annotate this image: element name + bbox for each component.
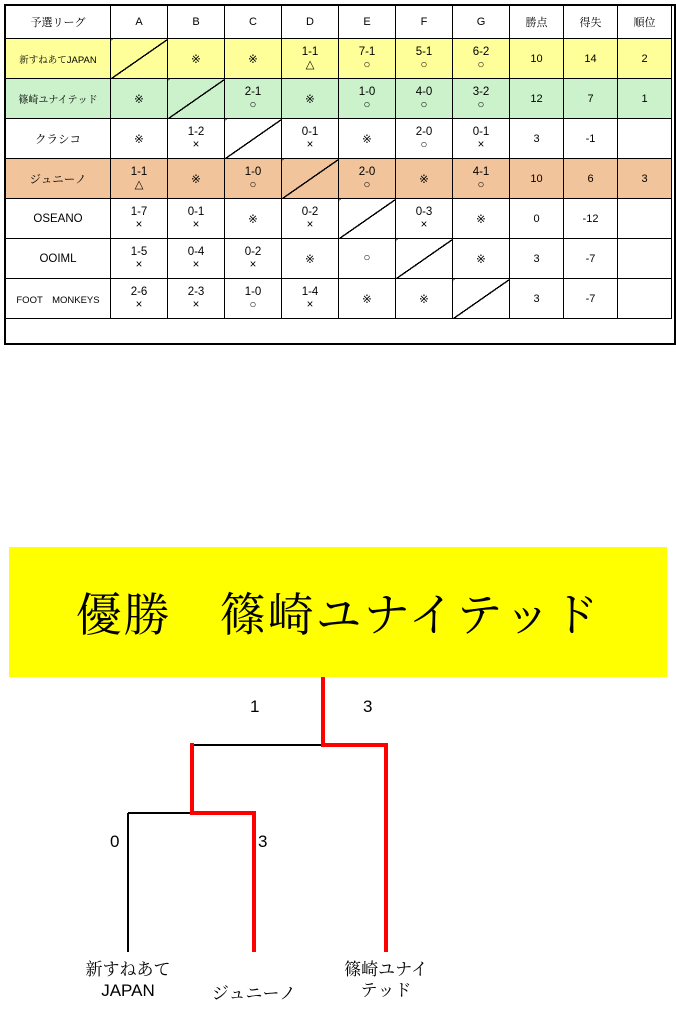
match-score-value: 1-0: [358, 86, 376, 99]
match-result-symbol: ×: [306, 138, 314, 151]
match-result-symbol: ×: [192, 298, 200, 311]
diagonal-cell: [396, 239, 453, 279]
no-match-cell: [339, 119, 396, 159]
match-score-value: 6-2: [472, 46, 490, 59]
no-match-cell: [396, 159, 453, 199]
table-row: [6, 199, 672, 239]
match-score-value: 0-2: [301, 206, 319, 219]
team-name-label: OSEANO: [33, 212, 83, 225]
header-col-a: A: [111, 6, 168, 39]
no-match-mark: ※: [305, 93, 315, 106]
no-match-mark: ※: [248, 213, 258, 226]
header-team: 予選リーグ: [6, 6, 111, 39]
match-score: [111, 166, 167, 190]
match-result-symbol: ×: [192, 218, 200, 231]
diagonal-cell: [111, 39, 168, 79]
no-match-mark: ※: [134, 93, 144, 106]
match-score-value: 0-1: [301, 126, 319, 139]
match-result-symbol: ○: [249, 178, 257, 191]
league-table-container: [5, 5, 672, 319]
match-result-symbol: ○: [249, 298, 257, 311]
match-result-symbol: ○: [477, 58, 485, 71]
match-score-value: 1-0: [244, 286, 262, 299]
team-name-cell: [6, 279, 111, 319]
no-match-cell: [282, 239, 339, 279]
match-result-cell: [282, 279, 339, 319]
semi-left-score: 0: [110, 832, 120, 851]
match-score-value: 2-6: [130, 286, 148, 299]
header-gd: 得失: [564, 6, 618, 39]
goal-difference-cell: 6: [564, 159, 618, 199]
match-result-cell: [339, 79, 396, 119]
match-result-symbol: ×: [135, 258, 143, 271]
match-score: [111, 286, 167, 310]
header-col-f: F: [396, 6, 453, 39]
match-score: [282, 286, 338, 310]
match-result-symbol: ○: [363, 178, 371, 191]
match-score: [339, 166, 395, 190]
match-score: [282, 46, 338, 70]
diagonal-cell: [339, 199, 396, 239]
match-result-symbol: ○: [363, 98, 371, 111]
match-result-cell: [111, 199, 168, 239]
match-result-symbol: ×: [477, 138, 485, 151]
match-result-symbol: ○: [477, 178, 485, 191]
no-match-cell: [225, 39, 282, 79]
match-result-cell: [168, 239, 225, 279]
bracket-team-right-line2: テッド: [360, 981, 412, 1001]
team-name-cell: [6, 239, 111, 279]
no-match-cell: [111, 79, 168, 119]
match-result-cell: [396, 79, 453, 119]
team-name-cell: [6, 159, 111, 199]
team-name-cell: [6, 39, 111, 79]
match-score-value: 0-1: [187, 206, 205, 219]
match-result-symbol: ×: [192, 258, 200, 271]
no-match-mark: ※: [419, 293, 429, 306]
team-name-cell: [6, 199, 111, 239]
match-result-cell: [453, 119, 510, 159]
no-match-cell: [111, 119, 168, 159]
no-match-cell: [168, 39, 225, 79]
match-result-cell: [339, 239, 396, 279]
match-score-value: 2-1: [244, 86, 262, 99]
match-result-cell: [282, 39, 339, 79]
match-result-symbol: ○: [363, 252, 371, 265]
match-score-value: 0-4: [187, 246, 205, 259]
match-result-cell: [225, 159, 282, 199]
match-score: [225, 246, 281, 270]
no-match-cell: [453, 199, 510, 239]
match-result-cell: [396, 119, 453, 159]
no-match-mark: ※: [191, 53, 201, 66]
match-result-cell: [339, 39, 396, 79]
rank-cell: [618, 279, 672, 319]
bracket-team-right: [316, 959, 456, 1002]
match-score-value: 2-0: [415, 126, 433, 139]
goal-difference-cell: 7: [564, 79, 618, 119]
match-score-value: 4-1: [472, 166, 490, 179]
table-row: [6, 119, 672, 159]
rank-cell: [618, 119, 672, 159]
table-row: [6, 279, 672, 319]
match-result-symbol: ×: [135, 298, 143, 311]
match-result-symbol: ×: [420, 218, 428, 231]
match-score-value: 0-1: [472, 126, 490, 139]
match-score: [225, 286, 281, 310]
match-result-symbol: ○: [420, 98, 428, 111]
points-cell: 12: [510, 79, 564, 119]
match-score: [339, 46, 395, 70]
goal-difference-cell: -7: [564, 279, 618, 319]
match-score: [396, 86, 452, 110]
bracket-team-left-line2: JAPAN: [101, 981, 155, 1001]
match-score-value: 0-3: [415, 206, 433, 219]
final-left-score: 1: [250, 697, 260, 716]
match-score-value: 4-0: [415, 86, 433, 99]
no-match-mark: ※: [362, 133, 372, 146]
team-name-label: FOOT MONKEYS: [16, 294, 100, 306]
points-cell: 0: [510, 199, 564, 239]
points-cell: 3: [510, 279, 564, 319]
goal-difference-cell: -12: [564, 199, 618, 239]
team-name-label: クラシコ: [35, 133, 81, 146]
match-score: [453, 126, 509, 150]
match-score: [225, 166, 281, 190]
no-match-mark: ※: [476, 253, 486, 266]
match-score: [168, 206, 224, 230]
match-score-value: 1-4: [301, 286, 319, 299]
match-score: [453, 86, 509, 110]
table-header-row: [6, 6, 672, 39]
match-result-cell: [396, 39, 453, 79]
rank-cell: 1: [618, 79, 672, 119]
league-table-header: [6, 6, 672, 39]
match-result-symbol: ×: [192, 138, 200, 151]
match-score-value: 2-0: [358, 166, 376, 179]
match-score-value: 5-1: [415, 46, 433, 59]
match-result-cell: [168, 279, 225, 319]
rank-cell: [618, 239, 672, 279]
no-match-mark: ※: [362, 293, 372, 306]
header-col-g: G: [453, 6, 510, 39]
match-score: [396, 126, 452, 150]
match-score-value: 1-0: [244, 166, 262, 179]
match-result-cell: [168, 119, 225, 159]
match-score-value: 1-2: [187, 126, 205, 139]
match-score: [396, 46, 452, 70]
match-result-symbol: ×: [249, 258, 257, 271]
match-score: [168, 286, 224, 310]
match-result-cell: [168, 199, 225, 239]
match-score: [111, 246, 167, 270]
no-match-cell: [225, 199, 282, 239]
rank-cell: [618, 199, 672, 239]
match-result-symbol: ○: [420, 58, 428, 71]
match-score: [282, 206, 338, 230]
no-match-mark: ※: [191, 173, 201, 186]
no-match-mark: ※: [248, 53, 258, 66]
team-name-label: ジュニーノ: [29, 173, 87, 186]
final-right-score: 3: [363, 697, 373, 716]
match-result-cell: [453, 159, 510, 199]
match-score: [168, 246, 224, 270]
bracket-team-left-line1: 新すねあて: [85, 960, 171, 979]
points-cell: 10: [510, 39, 564, 79]
match-result-cell: [225, 279, 282, 319]
diagonal-cell: [225, 119, 282, 159]
table-row: [6, 159, 672, 199]
match-score: [339, 252, 395, 264]
match-score: [282, 126, 338, 150]
match-score: [168, 126, 224, 150]
match-result-symbol: ×: [306, 218, 314, 231]
no-match-cell: [168, 159, 225, 199]
match-score-value: 1-1: [301, 46, 319, 59]
match-result-cell: [339, 159, 396, 199]
table-row: [6, 39, 672, 79]
no-match-cell: [396, 279, 453, 319]
team-name-cell: [6, 119, 111, 159]
header-col-b: B: [168, 6, 225, 39]
match-result-cell: [282, 199, 339, 239]
header-col-c: C: [225, 6, 282, 39]
goal-difference-cell: 14: [564, 39, 618, 79]
team-name-label: OOIML: [39, 252, 77, 265]
team-name-label: 篠崎ユナイテッド: [18, 95, 98, 106]
no-match-mark: ※: [305, 253, 315, 266]
points-cell: 10: [510, 159, 564, 199]
diagonal-cell: [282, 159, 339, 199]
match-score-value: 2-3: [187, 286, 205, 299]
goal-difference-cell: -1: [564, 119, 618, 159]
match-result-symbol: △: [134, 178, 144, 191]
header-points: 勝点: [510, 6, 564, 39]
match-result-symbol: ×: [306, 298, 314, 311]
points-cell: 3: [510, 239, 564, 279]
table-row: [6, 79, 672, 119]
diagonal-cell: [453, 279, 510, 319]
header-col-e: E: [339, 6, 396, 39]
match-result-cell: [225, 239, 282, 279]
match-score-value: 0-2: [244, 246, 262, 259]
match-result-cell: [282, 119, 339, 159]
no-match-mark: ※: [134, 133, 144, 146]
semi-right-score: 3: [258, 832, 268, 851]
match-score-value: 7-1: [358, 46, 376, 59]
table-row: [6, 239, 672, 279]
rank-cell: 3: [618, 159, 672, 199]
no-match-mark: ※: [476, 213, 486, 226]
match-score: [225, 86, 281, 110]
goal-difference-cell: -7: [564, 239, 618, 279]
bracket-team-left: [58, 959, 198, 1002]
no-match-cell: [282, 79, 339, 119]
champion-banner: [9, 547, 667, 677]
match-result-cell: [111, 159, 168, 199]
champion-title: 優勝 篠崎ユナイテッド: [75, 588, 601, 642]
no-match-mark: ※: [419, 173, 429, 186]
match-score-value: 1-1: [130, 166, 148, 179]
tournament-bracket: [0, 677, 676, 1026]
match-score-value: 1-7: [130, 206, 148, 219]
bracket-team-middle-label: ジュニーノ: [211, 984, 297, 1003]
no-match-cell: [453, 239, 510, 279]
bracket-team-right-line1: 篠崎ユナイ: [344, 960, 428, 979]
match-result-cell: [453, 79, 510, 119]
match-score-value: 1-5: [130, 246, 148, 259]
diagonal-cell: [168, 79, 225, 119]
no-match-cell: [339, 279, 396, 319]
league-table-body: [6, 39, 672, 319]
points-cell: 3: [510, 119, 564, 159]
team-name-cell: [6, 79, 111, 119]
match-result-cell: [453, 39, 510, 79]
match-score: [453, 166, 509, 190]
rank-cell: 2: [618, 39, 672, 79]
match-result-symbol: ○: [420, 138, 428, 151]
match-result-symbol: ×: [135, 218, 143, 231]
match-score: [453, 46, 509, 70]
match-score: [111, 206, 167, 230]
header-rank: 順位: [618, 6, 672, 39]
match-result-symbol: ○: [363, 58, 371, 71]
bracket-team-middle: [184, 983, 324, 1004]
match-score: [396, 206, 452, 230]
match-score: [339, 86, 395, 110]
match-result-cell: [111, 279, 168, 319]
match-score-value: 3-2: [472, 86, 490, 99]
match-result-cell: [396, 199, 453, 239]
header-col-d: D: [282, 6, 339, 39]
match-result-symbol: ○: [249, 98, 257, 111]
match-result-symbol: △: [305, 58, 315, 71]
league-table: [5, 5, 672, 319]
team-name-label: 新すねあてJAPAN: [19, 54, 97, 66]
match-result-cell: [225, 79, 282, 119]
match-result-symbol: ○: [477, 98, 485, 111]
match-result-cell: [111, 239, 168, 279]
